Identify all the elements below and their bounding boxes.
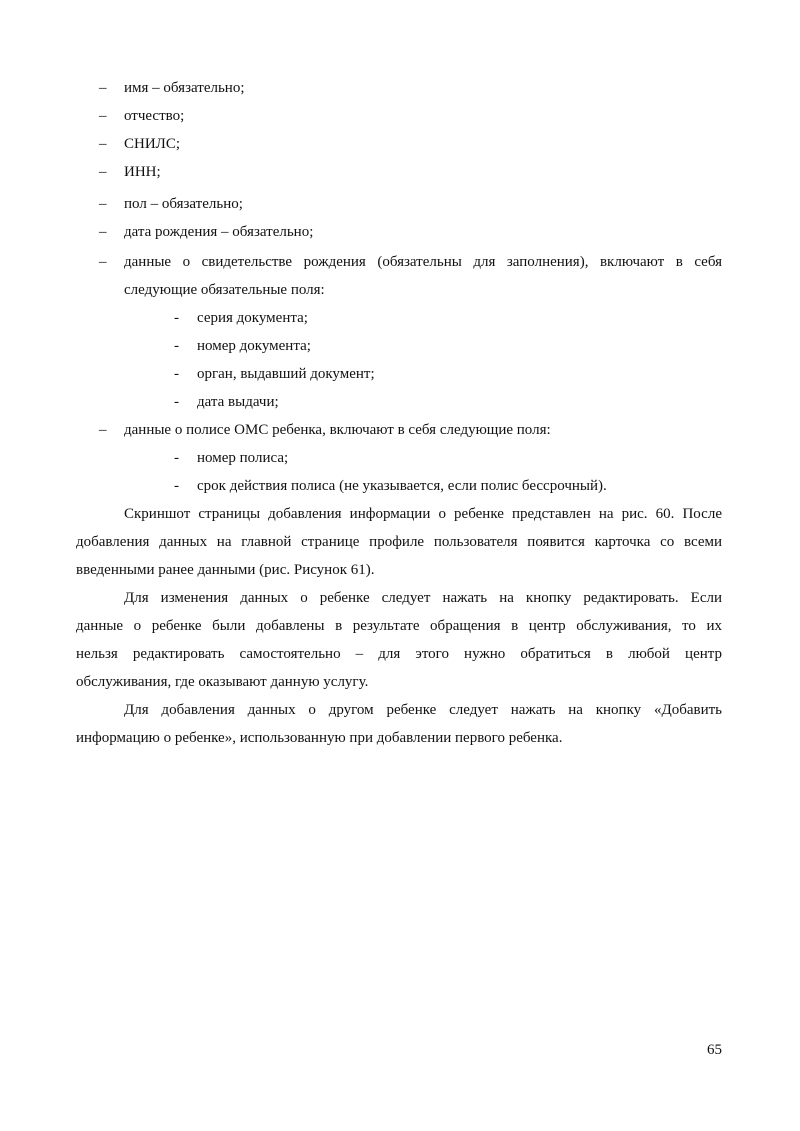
list-marker: –: [99, 108, 107, 124]
list-marker: –: [99, 422, 107, 438]
birth-cert-item: данные о свидетельстве рождения (обязательны для заполнения), включают в себя: [124, 254, 722, 270]
paragraph-line: нельзя редактировать самостоятельно – для этого нужно обратиться в любой центр: [76, 646, 722, 662]
page-number: 65: [707, 1042, 722, 1058]
paragraph-line: введенными ранее данными (рис. Рисунок 61).: [76, 562, 375, 578]
sub-list-item: серия документа;: [197, 310, 308, 326]
list-marker: –: [99, 136, 107, 152]
list-marker: –: [99, 164, 107, 180]
paragraph-line: данные о ребенке были добавлены в результате обращения в центр обслуживания, то их: [76, 618, 722, 634]
sub-list-item: номер документа;: [197, 338, 311, 354]
birth-cert-item-continued: следующие обязательные поля:: [124, 282, 325, 298]
list-item: СНИЛС;: [124, 136, 181, 152]
list-item: ИНН;: [124, 164, 161, 180]
sub-list-marker: -: [174, 338, 179, 354]
sub-list-marker: -: [174, 450, 179, 466]
list-marker: –: [99, 224, 107, 240]
sub-list-marker: -: [174, 478, 179, 494]
paragraph-line: добавления данных на главной странице профиле пользователя появится карточка со всеми: [76, 534, 722, 550]
paragraph-line: Для изменения данных о ребенке следует нажать на кнопку редактировать. Если: [124, 590, 722, 606]
list-item: отчество;: [124, 108, 185, 124]
paragraph-line: Для добавления данных о другом ребенке следует нажать на кнопку «Добавить: [124, 702, 722, 718]
oms-item: данные о полисе ОМС ребенка, включают в себя следующие поля:: [124, 422, 551, 438]
sub-list-item: орган, выдавший документ;: [197, 366, 375, 382]
list-item: дата рождения – обязательно;: [124, 224, 314, 240]
sub-list-item: номер полиса;: [197, 450, 289, 466]
list-marker: –: [99, 80, 107, 96]
sub-list-marker: -: [174, 394, 179, 410]
sub-list-item: дата выдачи;: [197, 394, 279, 410]
list-marker: –: [99, 196, 107, 212]
sub-list-item: срок действия полиса (не указывается, если полис бессрочный).: [197, 478, 607, 494]
paragraph-line: информацию о ребенке», использованную при добавлении первого ребенка.: [76, 730, 563, 746]
paragraph-line: Скриншот страницы добавления информации о ребенке представлен на рис. 60. После: [124, 506, 722, 522]
list-item: пол – обязательно;: [124, 196, 243, 212]
list-marker: –: [99, 254, 107, 270]
sub-list-marker: -: [174, 310, 179, 326]
list-item: имя – обязательно;: [124, 80, 245, 96]
paragraph-line: обслуживания, где оказывают данную услугу.: [76, 674, 369, 690]
sub-list-marker: -: [174, 366, 179, 382]
